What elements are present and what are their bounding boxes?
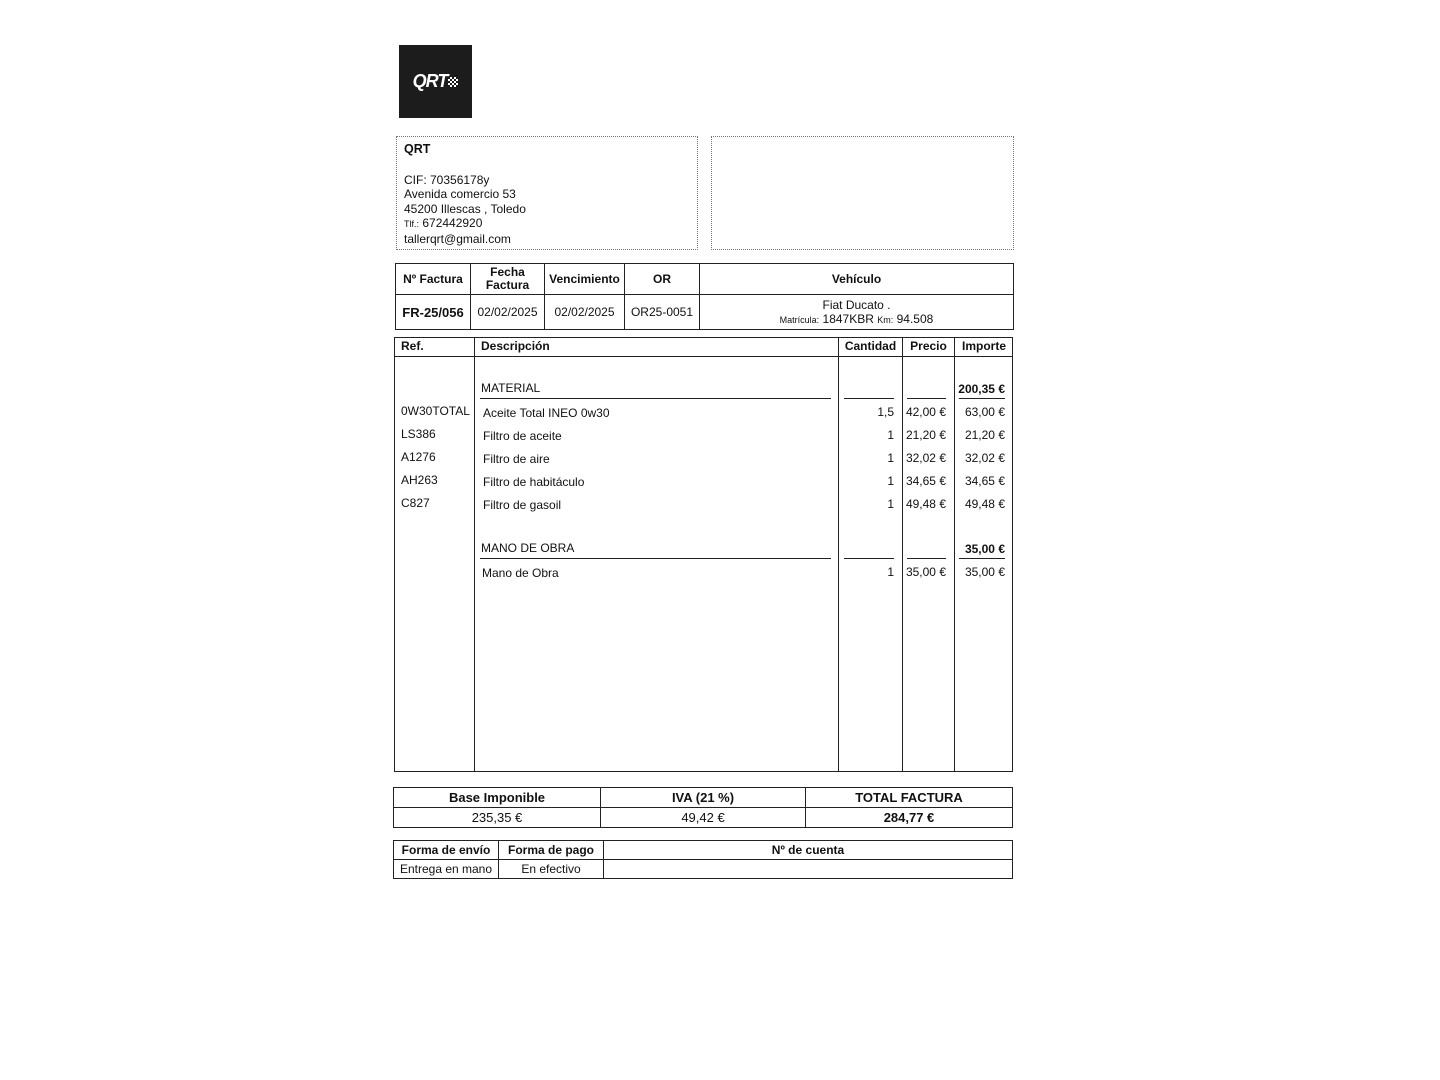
column-divider bbox=[838, 338, 839, 771]
total-label: TOTAL FACTURA bbox=[806, 788, 1013, 808]
invoice-date-header-line2: Factura bbox=[485, 278, 530, 292]
section-underline bbox=[844, 398, 894, 399]
plate-value: 1847KBR bbox=[822, 311, 874, 326]
payment-method-label: Forma de pago bbox=[499, 841, 604, 860]
company-phone bbox=[404, 216, 690, 232]
section-underline bbox=[907, 398, 946, 399]
section-underline bbox=[959, 398, 1005, 399]
section-underline bbox=[480, 558, 831, 559]
payment-header-row bbox=[394, 841, 1013, 860]
quantity-header: Cantidad bbox=[844, 339, 897, 353]
column-divider bbox=[954, 338, 955, 771]
invoice-date-header bbox=[471, 264, 545, 295]
item-amount: 63,00 € bbox=[964, 405, 1005, 419]
payment-method-value: En efectivo bbox=[499, 860, 604, 879]
company-cif: CIF: 70356178y bbox=[404, 172, 490, 187]
item-quantity: 1 bbox=[887, 497, 894, 511]
header-underline bbox=[395, 356, 1012, 357]
payment-value-row bbox=[394, 860, 1013, 879]
or-number: OR25-0051 bbox=[625, 295, 700, 330]
base-value: 235,35 € bbox=[394, 808, 601, 828]
section-underline bbox=[907, 558, 946, 559]
section-underline bbox=[480, 398, 831, 399]
section-underline bbox=[844, 558, 894, 559]
section-title-material: MATERIAL bbox=[481, 381, 541, 395]
payment-table bbox=[393, 840, 1013, 879]
item-amount: 32,02 € bbox=[964, 451, 1005, 465]
total-value: 284,77 € bbox=[806, 808, 1013, 828]
item-price: 34,65 € bbox=[905, 474, 946, 488]
shipping-value: Entrega en mano bbox=[394, 860, 499, 879]
item-description: Aceite Total INEO 0w30 bbox=[483, 406, 610, 420]
item-quantity: 1 bbox=[887, 565, 894, 579]
totals-table bbox=[393, 787, 1013, 828]
vehicle-header: Vehículo bbox=[700, 264, 1014, 295]
or-header: OR bbox=[625, 264, 700, 295]
item-ref: A1276 bbox=[401, 450, 436, 464]
meta-value-row bbox=[396, 295, 1014, 330]
totals-header-row bbox=[394, 788, 1013, 808]
account-value bbox=[604, 860, 1013, 879]
shipping-label: Forma de envío bbox=[394, 841, 499, 860]
invoice-number: FR-25/056 bbox=[396, 295, 471, 330]
item-amount: 34,65 € bbox=[964, 474, 1005, 488]
km-label: Km: bbox=[877, 314, 894, 325]
vehicle-plate-km bbox=[702, 312, 1011, 327]
price-header: Precio bbox=[910, 339, 947, 353]
column-divider bbox=[474, 338, 475, 771]
km-value: 94.508 bbox=[896, 311, 934, 326]
company-info-box bbox=[396, 136, 698, 250]
meta-header-row bbox=[396, 264, 1014, 295]
section-title-labor: MANO DE OBRA bbox=[481, 541, 575, 555]
checkered-flag-icon bbox=[448, 77, 458, 87]
amount-header: Importe bbox=[961, 339, 1006, 353]
iva-value: 49,42 € bbox=[601, 808, 806, 828]
item-description: Filtro de gasoil bbox=[483, 498, 562, 512]
item-quantity: 1 bbox=[887, 428, 894, 442]
logo-text: QRT bbox=[412, 71, 448, 91]
vehicle-model: Fiat Ducato . bbox=[822, 297, 891, 312]
item-amount: 21,20 € bbox=[964, 428, 1005, 442]
company-city: 45200 Illescas , Toledo bbox=[404, 201, 526, 216]
items-table bbox=[394, 337, 1013, 772]
item-amount: 35,00 € bbox=[964, 565, 1005, 579]
item-description: Filtro de aceite bbox=[483, 429, 562, 443]
item-price: 49,48 € bbox=[905, 497, 946, 511]
company-name: QRT bbox=[404, 142, 431, 156]
item-description: Filtro de aire bbox=[483, 452, 550, 466]
item-amount: 49,48 € bbox=[964, 497, 1005, 511]
invoice-meta-table bbox=[395, 263, 1014, 330]
section-underline bbox=[959, 558, 1005, 559]
company-address: Avenida comercio 53 bbox=[404, 187, 516, 201]
client-info-box bbox=[711, 136, 1014, 250]
item-quantity: 1 bbox=[887, 451, 894, 465]
column-divider bbox=[902, 338, 903, 771]
vehicle-info bbox=[700, 295, 1014, 330]
item-ref: 0W30TOTAL bbox=[401, 404, 470, 418]
item-quantity: 1,5 bbox=[877, 405, 894, 419]
invoice-date: 02/02/2025 bbox=[471, 295, 545, 330]
description-header: Descripción bbox=[481, 339, 550, 353]
totals-value-row bbox=[394, 808, 1013, 828]
phone-value: 672442920 bbox=[422, 216, 483, 230]
due-date-header: Vencimiento bbox=[545, 264, 625, 295]
item-description: Mano de Obra bbox=[482, 566, 559, 580]
company-logo bbox=[399, 45, 472, 118]
company-email: tallerqrt@gmail.com bbox=[404, 231, 511, 246]
item-price: 42,00 € bbox=[905, 405, 946, 419]
section-total-material: 200,35 € bbox=[958, 382, 1005, 396]
item-price: 32,02 € bbox=[905, 451, 946, 465]
phone-label: Tlf.: bbox=[404, 219, 419, 229]
account-label: Nº de cuenta bbox=[604, 841, 1013, 860]
item-description: Filtro de habitáculo bbox=[483, 475, 585, 489]
invoice-date-header-line1: Fecha bbox=[490, 265, 525, 279]
ref-header: Ref. bbox=[401, 339, 424, 353]
item-price: 21,20 € bbox=[905, 428, 946, 442]
item-ref: C827 bbox=[401, 496, 430, 510]
item-ref: LS386 bbox=[401, 427, 436, 441]
iva-label: IVA (21 %) bbox=[601, 788, 806, 808]
section-total-labor: 35,00 € bbox=[964, 542, 1005, 556]
base-label: Base Imponible bbox=[394, 788, 601, 808]
item-price: 35,00 € bbox=[905, 565, 946, 579]
item-quantity: 1 bbox=[887, 474, 894, 488]
plate-label: Matrícula: bbox=[779, 314, 820, 325]
item-ref: AH263 bbox=[401, 473, 438, 487]
invoice-number-header: Nº Factura bbox=[396, 264, 471, 295]
due-date: 02/02/2025 bbox=[545, 295, 625, 330]
